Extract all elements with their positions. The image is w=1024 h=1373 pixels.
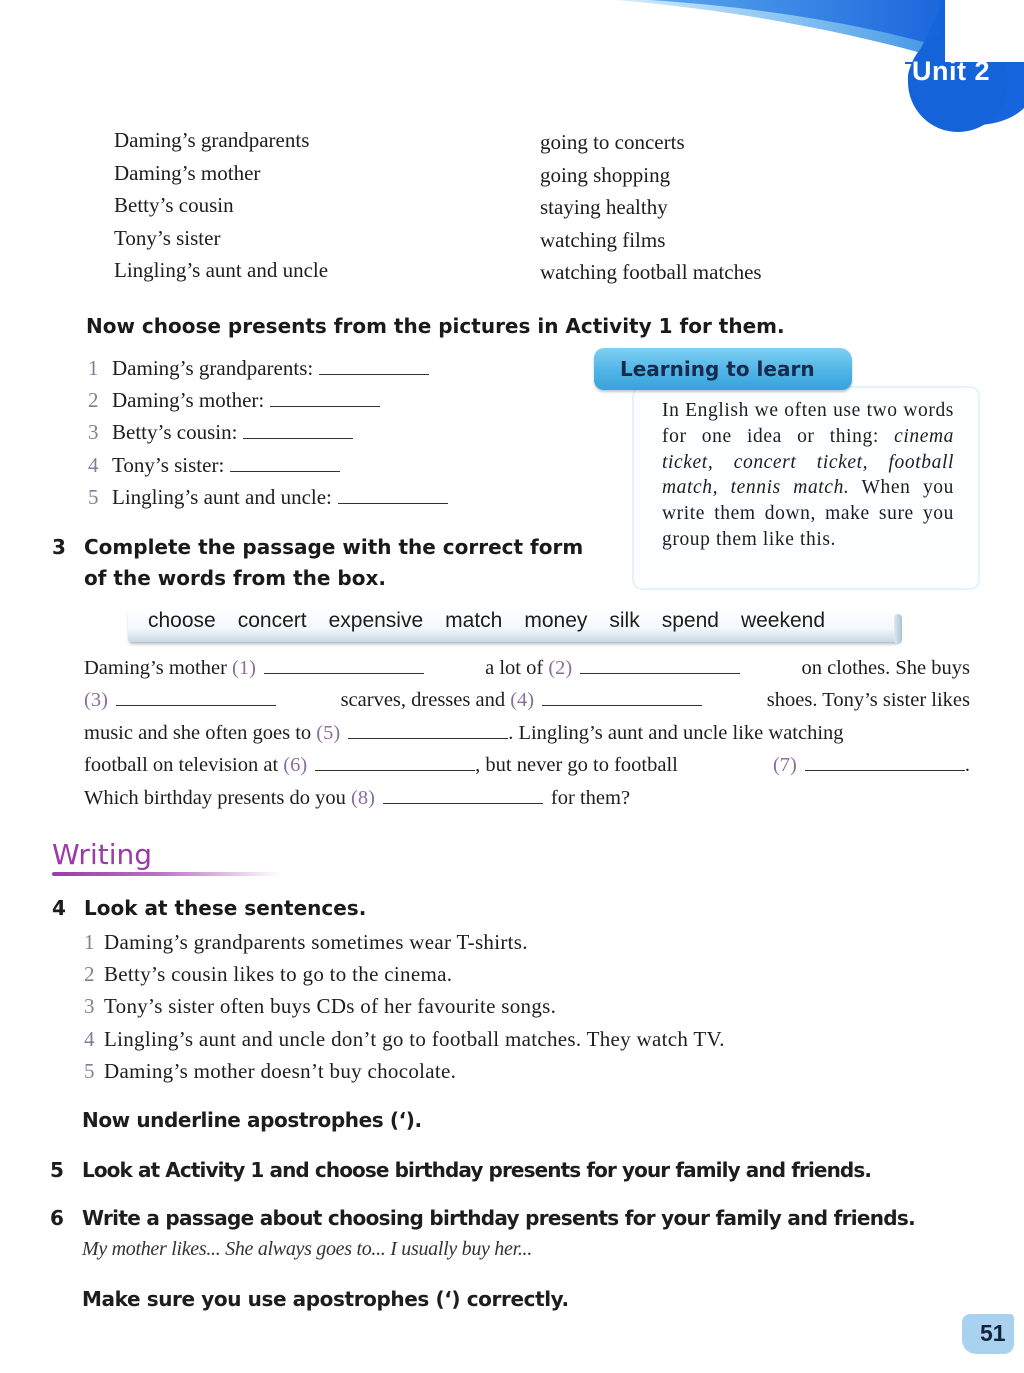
- word-box-word: spend: [661, 609, 719, 632]
- gap-number: (3): [84, 689, 108, 712]
- gap-number: (7): [772, 754, 797, 777]
- heading-underline: [52, 872, 282, 876]
- header-swoosh: [0, 0, 1024, 140]
- gap-blank[interactable]: [383, 802, 543, 804]
- section-heading-writing: Writing: [52, 838, 152, 871]
- answer-blank[interactable]: [319, 373, 429, 375]
- gap-number: (4): [510, 689, 535, 712]
- gap-blank[interactable]: [805, 769, 965, 771]
- list-item: [84, 1023, 725, 1055]
- interests-list: [540, 126, 762, 289]
- gap-blank[interactable]: [315, 769, 475, 771]
- activity4-follow-up: Now underline apostrophes (‘).: [82, 1108, 422, 1132]
- list-item: [88, 449, 448, 481]
- passage-line: [84, 684, 970, 716]
- item-number: 2: [88, 388, 99, 413]
- sentence-text: Betty’s cousin likes to go to the cinema.: [104, 962, 453, 987]
- item-number: 2: [84, 962, 95, 987]
- sentence-text: Daming’s grandparents sometimes wear T-shirts.: [104, 930, 528, 954]
- interest-item: going to concerts: [540, 130, 685, 154]
- page-number: 51: [980, 1320, 1006, 1346]
- activity3-instruction-line2: of the words from the box.: [84, 566, 386, 590]
- answer-blank[interactable]: [230, 470, 340, 472]
- activity-number: 3: [52, 535, 66, 559]
- choose-presents-list: [88, 352, 448, 513]
- list-item: [88, 352, 448, 384]
- person-item: Tony’s sister: [114, 225, 221, 250]
- item-number: 4: [88, 452, 99, 477]
- tip-text: When you write them down, make sure you group them like this.: [662, 477, 954, 550]
- passage-line: [84, 652, 970, 684]
- sentence-text: Lingling’s aunt and uncle don’t go to football matches. They watch TV.: [104, 1026, 725, 1051]
- tip-examples: cinema ticket, concert ticket, football match, tennis match.: [662, 425, 954, 499]
- fill-in-passage: [84, 652, 970, 814]
- unit-label: Unit 2: [912, 56, 991, 86]
- word-box-word: money: [524, 609, 588, 632]
- item-number: 3: [84, 994, 95, 1019]
- learning-to-learn-title: Learning to learn: [620, 357, 815, 381]
- word-box-word: expensive: [328, 609, 424, 632]
- list-item: [88, 384, 448, 416]
- passage-text: music and she often goes to: [84, 721, 312, 744]
- gap-number: (6): [283, 754, 308, 777]
- item-label: Tony’s sister:: [112, 452, 225, 477]
- gap-blank[interactable]: [542, 704, 702, 706]
- list-item: [84, 958, 725, 990]
- passage-text: for them?: [550, 786, 631, 809]
- word-box-word: weekend: [740, 609, 825, 632]
- passage-text: on clothes. She buys: [801, 657, 970, 679]
- item-number: 5: [88, 484, 99, 509]
- sentence-list: [84, 926, 725, 1087]
- list-item: [84, 1055, 725, 1087]
- sentence-text: Daming’s mother doesn’t buy chocolate.: [104, 1058, 457, 1083]
- passage-text: a lot of: [485, 657, 544, 679]
- gap-number: (8): [351, 786, 375, 809]
- item-number: 1: [88, 356, 99, 380]
- interest-item: going shopping: [540, 162, 671, 187]
- sentence-text: Tony’s sister often buys CDs of her favourite songs.: [104, 994, 557, 1019]
- people-list: [114, 124, 328, 287]
- item-number: 1: [84, 930, 95, 954]
- passage-line: [84, 782, 970, 814]
- item-label: Daming’s grandparents:: [112, 356, 314, 380]
- person-item: Lingling’s aunt and uncle: [114, 258, 329, 282]
- person-item: Betty’s cousin: [114, 193, 234, 217]
- passage-text: , but never go to football: [475, 754, 678, 777]
- interest-item: staying healthy: [540, 195, 668, 219]
- passage-text: shoes. Tony’s sister likes: [766, 689, 970, 712]
- learning-to-learn-text: [662, 398, 954, 553]
- item-number: 4: [84, 1026, 95, 1051]
- passage-line: [84, 717, 970, 749]
- gap-blank[interactable]: [264, 672, 424, 674]
- word-box-words: [148, 609, 847, 633]
- word-box-word: silk: [609, 609, 640, 632]
- gap-blank[interactable]: [116, 704, 276, 706]
- person-item: Daming’s grandparents: [114, 128, 310, 152]
- example-sentence: My mother likes... She always goes to... I usually buy her...: [82, 1238, 532, 1260]
- passage-text: . Lingling’s aunt and uncle like watching: [508, 721, 844, 744]
- gap-blank[interactable]: [348, 737, 508, 739]
- activity-number: 5: [50, 1158, 64, 1182]
- interest-item: watching films: [540, 227, 666, 252]
- item-label: Lingling’s aunt and uncle:: [112, 484, 332, 509]
- passage-text: football on television at: [84, 754, 279, 777]
- word-box-word: choose: [148, 609, 216, 632]
- activity6-instruction: Write a passage about choosing birthday presents for your family and friends.: [82, 1206, 916, 1230]
- activity4-instruction: Look at these sentences.: [84, 896, 367, 920]
- activity5-instruction: Look at Activity 1 and choose birthday presents for your family and friends.: [82, 1158, 872, 1182]
- activity6-follow-up: Make sure you use apostrophes (‘) correctly.: [82, 1287, 569, 1311]
- list-item: [88, 481, 448, 513]
- gap-number: (1): [232, 657, 256, 679]
- person-item: Daming’s mother: [114, 160, 261, 185]
- passage-line: [84, 749, 970, 781]
- item-number: 5: [84, 1058, 95, 1083]
- answer-blank[interactable]: [338, 502, 448, 504]
- passage-text: scarves, dresses and: [340, 689, 506, 712]
- answer-blank[interactable]: [270, 405, 380, 407]
- item-label: Betty’s cousin:: [112, 420, 238, 445]
- word-box-edge: [894, 614, 902, 644]
- activity3-instruction-line1: Complete the passage with the correct form: [84, 535, 584, 559]
- item-number: 3: [88, 420, 99, 445]
- list-item: [84, 926, 725, 958]
- word-box-word: match: [445, 609, 503, 632]
- activity-number: 4: [52, 896, 66, 920]
- gap-number: (5): [316, 721, 341, 744]
- choose-presents-instruction: Now choose presents from the pictures in Activity 1 for them.: [86, 314, 785, 338]
- activity-number: 6: [50, 1206, 64, 1230]
- list-item: [84, 990, 725, 1022]
- passage-text: Which birthday presents do you: [84, 786, 346, 809]
- passage-text: Daming’s mother: [84, 657, 227, 679]
- answer-blank[interactable]: [243, 437, 353, 439]
- list-item: [88, 416, 448, 448]
- interest-item: watching football matches: [540, 260, 762, 284]
- item-label: Daming’s mother:: [112, 388, 265, 413]
- tip-text: In English we often use two words for one idea or thing:: [662, 400, 954, 447]
- word-box-word: concert: [237, 609, 307, 632]
- gap-number: (2): [548, 657, 573, 679]
- passage-text: .: [964, 754, 970, 777]
- gap-blank[interactable]: [580, 672, 740, 674]
